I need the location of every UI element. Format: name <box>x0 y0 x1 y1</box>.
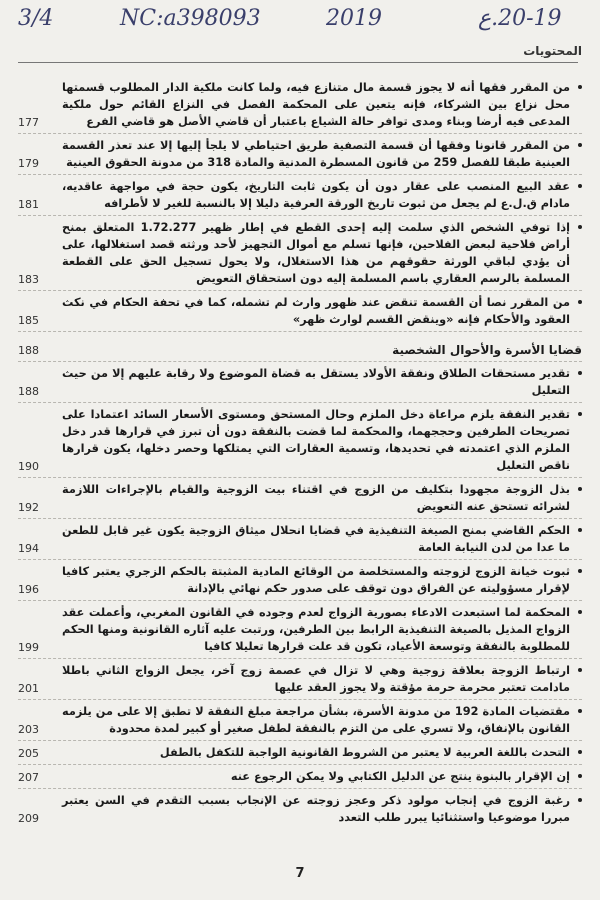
annotation-reference: NC:a398093 <box>120 6 261 31</box>
toc-entry-page: 192 <box>18 501 39 514</box>
section-heading-row <box>18 338 582 362</box>
toc-entry-page: 196 <box>18 583 39 596</box>
toc-entry-page: 181 <box>18 198 39 211</box>
toc-entry <box>18 700 582 741</box>
bullet-icon <box>578 798 582 802</box>
page-number: 7 <box>295 866 305 881</box>
toc-entry-page: 201 <box>18 682 39 695</box>
toc-entry <box>18 175 582 216</box>
bullet-icon <box>578 487 582 491</box>
toc-entry-page: 203 <box>18 723 39 736</box>
bullet-icon <box>578 184 582 188</box>
toc-entry-page: 179 <box>18 157 39 170</box>
section-page: 188 <box>18 344 39 357</box>
toc-entry-page: 177 <box>18 116 39 129</box>
toc-entry-text: ثبوت خيانة الزوج لزوجته والمستخلصة من الوقائع المادية المثبتة بالحكم الزجري يعتبر كافيا لإقرار مسؤوليته عن الفراق دون توقف على صدور حكم نهائي بالإدانة <box>62 565 570 595</box>
bullet-icon <box>578 709 582 713</box>
annotation-year: 2019 <box>326 6 382 31</box>
header-divider <box>18 62 578 63</box>
bullet-icon <box>578 85 582 89</box>
toc-entry-text: رغبة الزوج في إنجاب مولود ذكر وعجز زوجته عن الإنجاب بسبب التقدم في السن يعتبر مبررا موضوعيا واستثنائيا يبرر طلب التعدد <box>62 794 570 824</box>
toc-entry-text: مقتضيات المادة 192 من مدونة الأسرة، بشأن مراجعة مبلغ النفقة لا تطبق إلا على من يلزمه القانون بالإنفاق، ولا تسري على من التزم بالنفقة لطفل صغير أو كبير لمدة محدودة <box>62 705 571 735</box>
bullet-icon <box>578 225 582 229</box>
bullet-icon <box>578 610 582 614</box>
toc-entry-page: 185 <box>18 314 39 327</box>
toc-entry <box>18 560 582 601</box>
section-title: قضايا الأسرة والأحوال الشخصية <box>392 343 582 357</box>
toc-entry <box>18 659 582 700</box>
toc-entry-page: 207 <box>18 771 39 784</box>
toc-entry <box>18 134 582 175</box>
toc-entry-page: 190 <box>18 460 39 473</box>
annotation-number: 20-19.ع <box>478 6 562 31</box>
toc-entry-text: من المقرر نصا أن القسمة تنقض عند ظهور وارث لم تشمله، كما في تحفة الحكام في نكث العقود والأحكام فإنه «وينقض القسم لوارث ظهر» <box>62 296 570 326</box>
toc-entry <box>18 741 582 765</box>
toc-entry-text: تقدير مستحقات الطلاق ونفقة الأولاد يستقل به قضاة الموضوع ولا رقابة عليهم إلا من حيث التعليل <box>62 367 570 397</box>
toc-entry-text: من المقرر فقها أنه لا يجوز قسمة مال متنازع فيه، ولما كانت ملكية الدار المطلوب قسمتها محل نزاع بين الشركاء، فإنه يتعين على المحكمة الفصل في النزاع القائم حول ملكية المدعى فيه أرضا وبناء ومدى توافر حالة الشياع باعتبار أن قاضي الأصل هو قاضي الفرع <box>62 81 570 128</box>
toc-entry <box>18 291 582 332</box>
toc-entry <box>18 362 582 403</box>
bullet-icon <box>578 774 582 778</box>
toc-entry <box>18 765 582 789</box>
annotation-page-fraction: 3/4 <box>18 6 54 31</box>
toc-entry <box>18 601 582 659</box>
toc-entry-text: إن الإقرار بالبنوة ينتج عن الدليل الكتابي ولا يمكن الرجوع عنه <box>230 770 570 783</box>
toc-entry <box>18 478 582 519</box>
toc-entry-text: من المقرر قانونا وفقها أن قسمة التصفية طريق احتياطي لا يلجأ إليها إلا عند تعذر القسمة العينية طبقا للفصل 259 من قانون المسطرة المدنية والمادة 318 من مدونة الحقوق العينية <box>62 139 570 169</box>
toc-entry-text: الحكم القاضي بمنح الصيغة التنفيذية في قضايا انحلال ميثاق الزوجية يكون غير قابل للطعن ما عدا من لدن النيابة العامة <box>62 524 570 554</box>
toc-entry-page: 183 <box>18 273 39 286</box>
toc-entry-page: 209 <box>18 812 39 825</box>
bullet-icon <box>578 569 582 573</box>
bullet-icon <box>578 412 582 416</box>
toc-entry-text: التحدث باللغة العربية لا يعتبر من الشروط القانونية الواجبة للتكفل بالطفل <box>159 746 570 759</box>
bullet-icon <box>578 300 582 304</box>
toc-entry-page: 205 <box>18 747 39 760</box>
toc-entry-text: إذا توفي الشخص الذي سلمت إليه إحدى القطع في إطار ظهير 1.72.277 المتعلق بمنح أراض فلاحية لبعض الفلاحين، فإنها تسلم مع أموال التجهيز لأحد ورثته قصد استغلالها، على أن يؤدي لباقي الورثة حقوقهم من هذا الاستغلال، ولا يحول تسجيل الحق على القطعة المسلمة بالرسم العقاري باسم المسلمة إليه دون استحقاق التعويض <box>62 221 571 285</box>
bullet-icon <box>578 668 582 672</box>
bullet-icon <box>578 143 582 147</box>
toc-entry-text: ارتباط الزوجة بعلاقة زوجية وهي لا تزال في عصمة زوج آخر، يجعل الزواج الثاني باطلا مادامت تعتبر محرمة حرمة مؤقتة ولا يجوز العقد عليها <box>62 664 570 694</box>
page-header-title: المحتويات <box>523 44 582 58</box>
toc-entry-text: تقدير النفقة يلزم مراعاة دخل الملزم وحال المستحق ومستوى الأسعار السائد اعتمادا على تصريحات الطرفين وحججهما، والمحكمة لما قضت بالنفقة دون أن تبرز في قرارها قدر دخل الملزم الذي اعتمدته في تحديدها، وتسمية العقارات التي يمتلكها وحصر دخلها، يكون قرارها ناقص التعليل <box>62 408 570 472</box>
toc-entry-page: 194 <box>18 542 39 555</box>
toc-entry <box>18 76 582 134</box>
table-of-contents <box>18 76 582 829</box>
handwritten-annotation <box>8 2 588 36</box>
bullet-icon <box>578 528 582 532</box>
toc-entry <box>18 519 582 560</box>
toc-entry-text: عقد البيع المنصب على عقار دون أن يكون ثابت التاريخ، يكون حجة في مواجهة عاقديه، مادام ق.ل.ع لم يجعل من ثبوت تاريخ الورقة العرفية دليلا إلا بالنسبة للغير لا لأطرافه <box>62 180 570 210</box>
toc-entry <box>18 216 582 291</box>
toc-entry-page: 188 <box>18 385 39 398</box>
toc-entry-text: بذل الزوجة مجهودا بتكليف من الزوج في اقتناء بيت الزوجية والقيام بالإجراءات اللازمة لشرائه تستحق عنه التعويض <box>62 483 570 513</box>
toc-entry-page: 199 <box>18 641 39 654</box>
bullet-icon <box>578 750 582 754</box>
toc-entry <box>18 403 582 478</box>
toc-entry-text: المحكمة لما استبعدت الادعاء بصورية الزواج لعدم وجوده في القانون المغربي، وأعملت عقد الزواج المذيل بالصيغة التنفيذية الرابط بين الطرفين، ورتبت عليه آثاره القانونية ومنها الحكم للمطلوبة بالنفقة وتوسعة الأعياد، تكون قد علت قرارها تعليلا كافيا <box>62 606 570 653</box>
bullet-icon <box>578 371 582 375</box>
toc-entry <box>18 789 582 829</box>
